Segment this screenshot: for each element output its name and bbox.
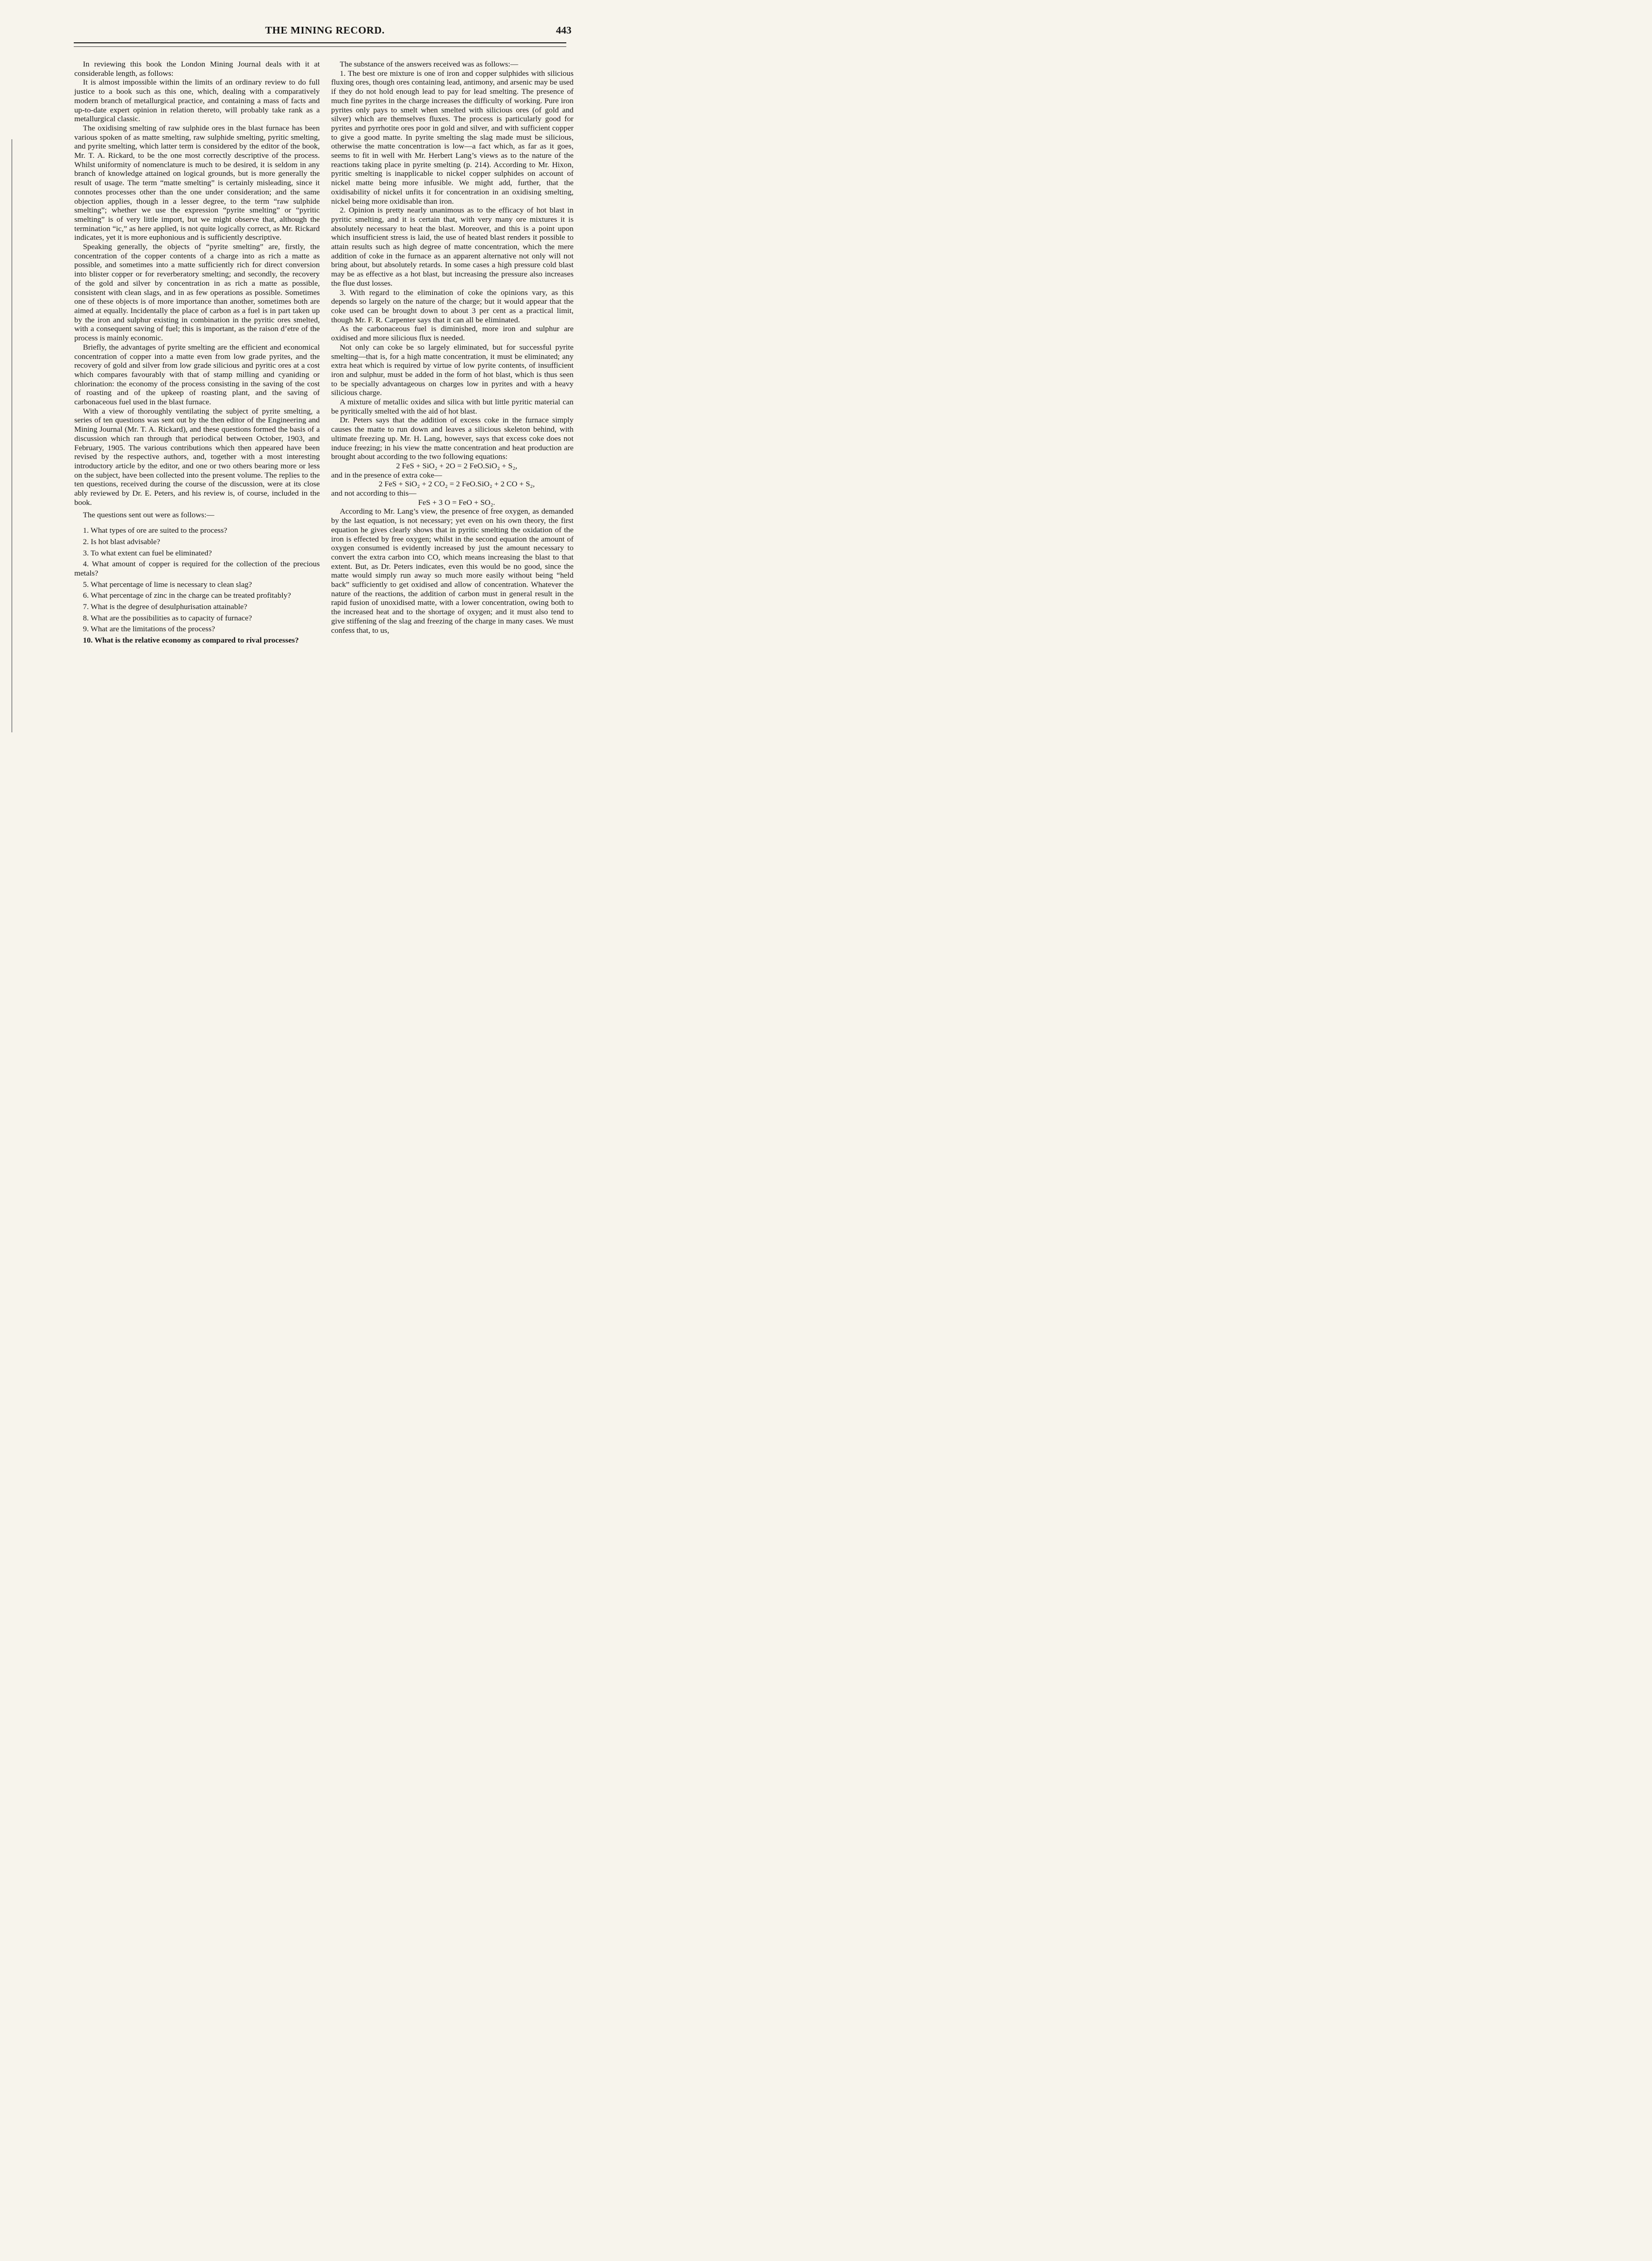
paragraph: As the carbonaceous fuel is diminished, more iron and sulphur are oxidised and more silicious flux is needed. xyxy=(331,324,574,343)
paragraph: 1. The best ore mixture is one of iron and copper sulphides with silicious fluxing ores, though ores containing lead, antimony, and arsenic may be used if they do not hold enough lead to pay for lead smelting. The presence of much fine pyrites in the charge increases the difficulty of working. Pure iron pyrites only pays to smelt when smelted with silicious ores (of gold and silver) which are themselves fluxes. The process is particularly good for pyrites and pyrrhotite ores poor in gold and silver, and with sufficient copper to give a good matte. In pyrite smelting the slag made must be silicious, otherwise the matte concentration is low—a fact which, as far as it goes, seems to fit in well with Mr. Herbert Lang’s views as to the nature of the reactions taking place in pyrite smelting (p. 214). According to Mr. Hixon, pyritic smelting is inapplicable to nickel copper sulphides on account of nickel matte being more infusible. We might add, further, that the oxidisability of nickel unfits it for concentration in an oxidising smelting, nickel being more oxidisable than iron. xyxy=(331,69,574,206)
paragraph: The oxidising smelting of raw sulphide ores in the blast furnace has been various spoken of as matte smelting, raw sulphide smelting, pyritic smelting, and pyrite smelting, which latter term is considered by the editor of the book, Mr. T. A. Rickard, to be the one most correctly descriptive of the process. Whilst uniformity of nomenclature is much to be desired, it is seldom in any branch of knowledge attained on logical grounds, but is more generally the result of usage. The term “matte smelting” is certainly misleading, since it connotes processes other than the one under consideration; and the same objection applies, though in a lesser degree, to the term “raw sulphide smelting”; whether we use the expression “pyrite smelting” or “pyritic smelting” is of very little import, but we might observe that, although the termination “ic,” as here applied, is not quite logically correct, as Mr. Rickard indicates, yet it is more euphonious and is sufficiently descriptive. xyxy=(74,123,320,242)
question-item: 9. What are the limitations of the process? xyxy=(83,625,215,634)
paragraph: Dr. Peters says that the addition of excess coke in the furnace simply causes the matte to run down and leaves a silicious skeleton behind, with ultimate freezing up. Mr. H. Lang, however, says that excess coke does not induce freezing; in his view the matte concentration and heat production are brought about according to the two following equations: xyxy=(331,416,574,462)
paragraph: A mixture of metallic oxides and silica with but little pyritic material can be pyritically smelted with the aid of hot blast. xyxy=(331,398,574,416)
question-item: 2. Is hot blast advisable? xyxy=(83,537,160,546)
equation: 2 FeS + SiO₂ + 2O = 2 FeO.SiO₂ + S₂, xyxy=(396,461,517,470)
question-item: 10. What is the relative economy as compared to rival processes? xyxy=(83,636,299,645)
question-item: 1. What types of ore are suited to the process? xyxy=(83,526,227,535)
equation-connector: and not according to this— xyxy=(331,489,417,498)
question-item: 4. What amount of copper is required for the collection of the precious metals? xyxy=(74,560,320,578)
journal-title: THE MINING RECORD. xyxy=(265,25,385,36)
binding-edge xyxy=(11,139,12,732)
paragraph: According to Mr. Lang’s view, the presence of free oxygen, as demanded by the last equation, is not necessary; yet even on his own theory, the first equation he gives clearly shows that in pyritic smelting the oxidation of the iron is effected by free oxygen; whilst in the second equation the amount of oxygen consumed is evidently increased by just the amount necessary to convert the extra carbon into CO, which means increasing the blast to that extent. But, as Dr. Peters indicates, even this would be no good, since the matte would simply run away so much more easily without being “held back” sufficiently to get oxidised and allow of concentration. Whatever the nature of the reactions, the addition of carbon must in general result in the rapid fusion of unoxidised matte, with a lower concentration, owing both to the increased heat and to the shortage of oxygen; and it must also tend to give stiffening of the slag and freezing of the charge in many cases. We must confess that, to us, xyxy=(331,507,574,635)
paragraph: The questions sent out were as follows:— xyxy=(83,511,215,520)
right-column xyxy=(331,60,574,635)
paragraph: In reviewing this book the London Mining Journal deals with it at considerable length, as follows: xyxy=(74,60,320,78)
paragraph: The substance of the answers received was as follows:— xyxy=(339,60,518,69)
equation: FeS + 3 O = FeO + SO₂. xyxy=(418,498,495,507)
equation: 2 FeS + SiO₂ + 2 CO₂ = 2 FeO.SiO₂ + 2 CO + S₂, xyxy=(378,480,535,489)
header-rule-thin xyxy=(74,46,566,47)
equation-connector: and in the presence of extra coke— xyxy=(331,470,443,480)
paragraph: Speaking generally, the objects of “pyrite smelting” are, firstly, the concentration of the copper contents of a charge into as rich a matte as possible, and sometimes into a matte sufficiently rich for direct conversion into blister copper or for reverberatory smelting; and secondly, the recovery of the gold and silver by concentration in as rich a matte as possible, consistent with clean slags, and in as few operations as possible. Sometimes one of these objects is of more importance than another, sometimes both are aimed at equally. Incidentally the place of carbon as a fuel is in part taken up by the iron and sulphur existing in combination in the pyritic ores smelted, with a consequent saving of fuel; this is important, as the raison d’etre of the process is mainly economic. xyxy=(74,242,320,343)
paragraph: 3. With regard to the elimination of coke the opinions vary, as this depends so largely on the nature of the charge; but it would appear that the coke used can be brought down to about 3 per cent as a practical limit, though Mr. F. R. Carpenter says that it can all be eliminated. xyxy=(331,288,574,324)
paragraph: It is almost impossible within the limits of an ordinary review to do full justice to a book such as this one, which, dealing with a comparatively modern branch of metallurgical practice, and containing a mass of facts and up-to-date expert opinion in relation thereto, will probably take rank as a metallurgical classic. xyxy=(74,78,320,124)
paragraph: Briefly, the advantages of pyrite smelting are the efficient and economical concentration of copper into a matte even from low grade pyrites, and the recovery of gold and silver from low grade silicious and pyritic ores at a cost which compares favourably with that of stamp milling and cyaniding or chlorination: the economy of the process consisting in the saving of the cost of roasting and of the upkeep of roasting plant, and the saving of carbonaceous fuel used in the blast furnace. xyxy=(74,342,320,407)
question-item: 5. What percentage of lime is necessary to clean slag? xyxy=(83,580,252,589)
paragraph: With a view of thoroughly ventilating the subject of pyrite smelting, a series of ten questions was sent out by the then editor of the Engineering and Mining Journal (Mr. T. A. Rickard), and these questions formed the basis of a discussion which ran through that periodical between October, 1903, and February, 1905. The various contributions which then appeared have been revised by the respective authors, and, together with a most interesting introductory article by the editor, and one or two others bearing more or less on the subject, have been collected into the present volume. The replies to the ten questions, received during the course of the discussion, were at its close ably reviewed by Dr. E. Peters, and his review is, of course, included in the book. xyxy=(74,406,320,507)
header-rule xyxy=(74,42,566,43)
question-item: 8. What are the possibilities as to capacity of furnace? xyxy=(83,613,252,622)
question-item: 7. What is the degree of desulphurisation attainable? xyxy=(83,602,248,612)
paragraph: 2. Opinion is pretty nearly unanimous as to the efficacy of hot blast in pyritic smelting, and it is certain that, with very many ore mixtures it is absolutely necessary to heat the blast. Moreover, and this is a point upon which insufficient stress is laid, the use of heated blast renders it possible to attain results such as high degree of matte concentration, which the mere addition of coke in the furnace as an apparent alternative not only will not bring about, but absolutely retards. In some cases a high pressure cold blast may be as effective as a hot blast, but increasing the pressure also increases the flue dust losses. xyxy=(331,206,574,288)
paragraph: Not only can coke be so largely eliminated, but for successful pyrite smelting—that is, for a high matte concentration, it must be eliminated; any extra heat which is required by virtue of low pyrite contents, of insufficient iron and sulphur, must be added in the form of hot blast, which is thus seen to be specially advantageous on charges low in pyrites and with a heavy silicious charge. xyxy=(331,342,574,398)
left-column xyxy=(74,60,320,645)
page-number: 443 xyxy=(556,25,571,36)
question-item: 6. What percentage of zinc in the charge can be treated profitably? xyxy=(83,591,291,600)
page-header xyxy=(67,21,583,41)
question-item: 3. To what extent can fuel be eliminated? xyxy=(83,548,212,558)
